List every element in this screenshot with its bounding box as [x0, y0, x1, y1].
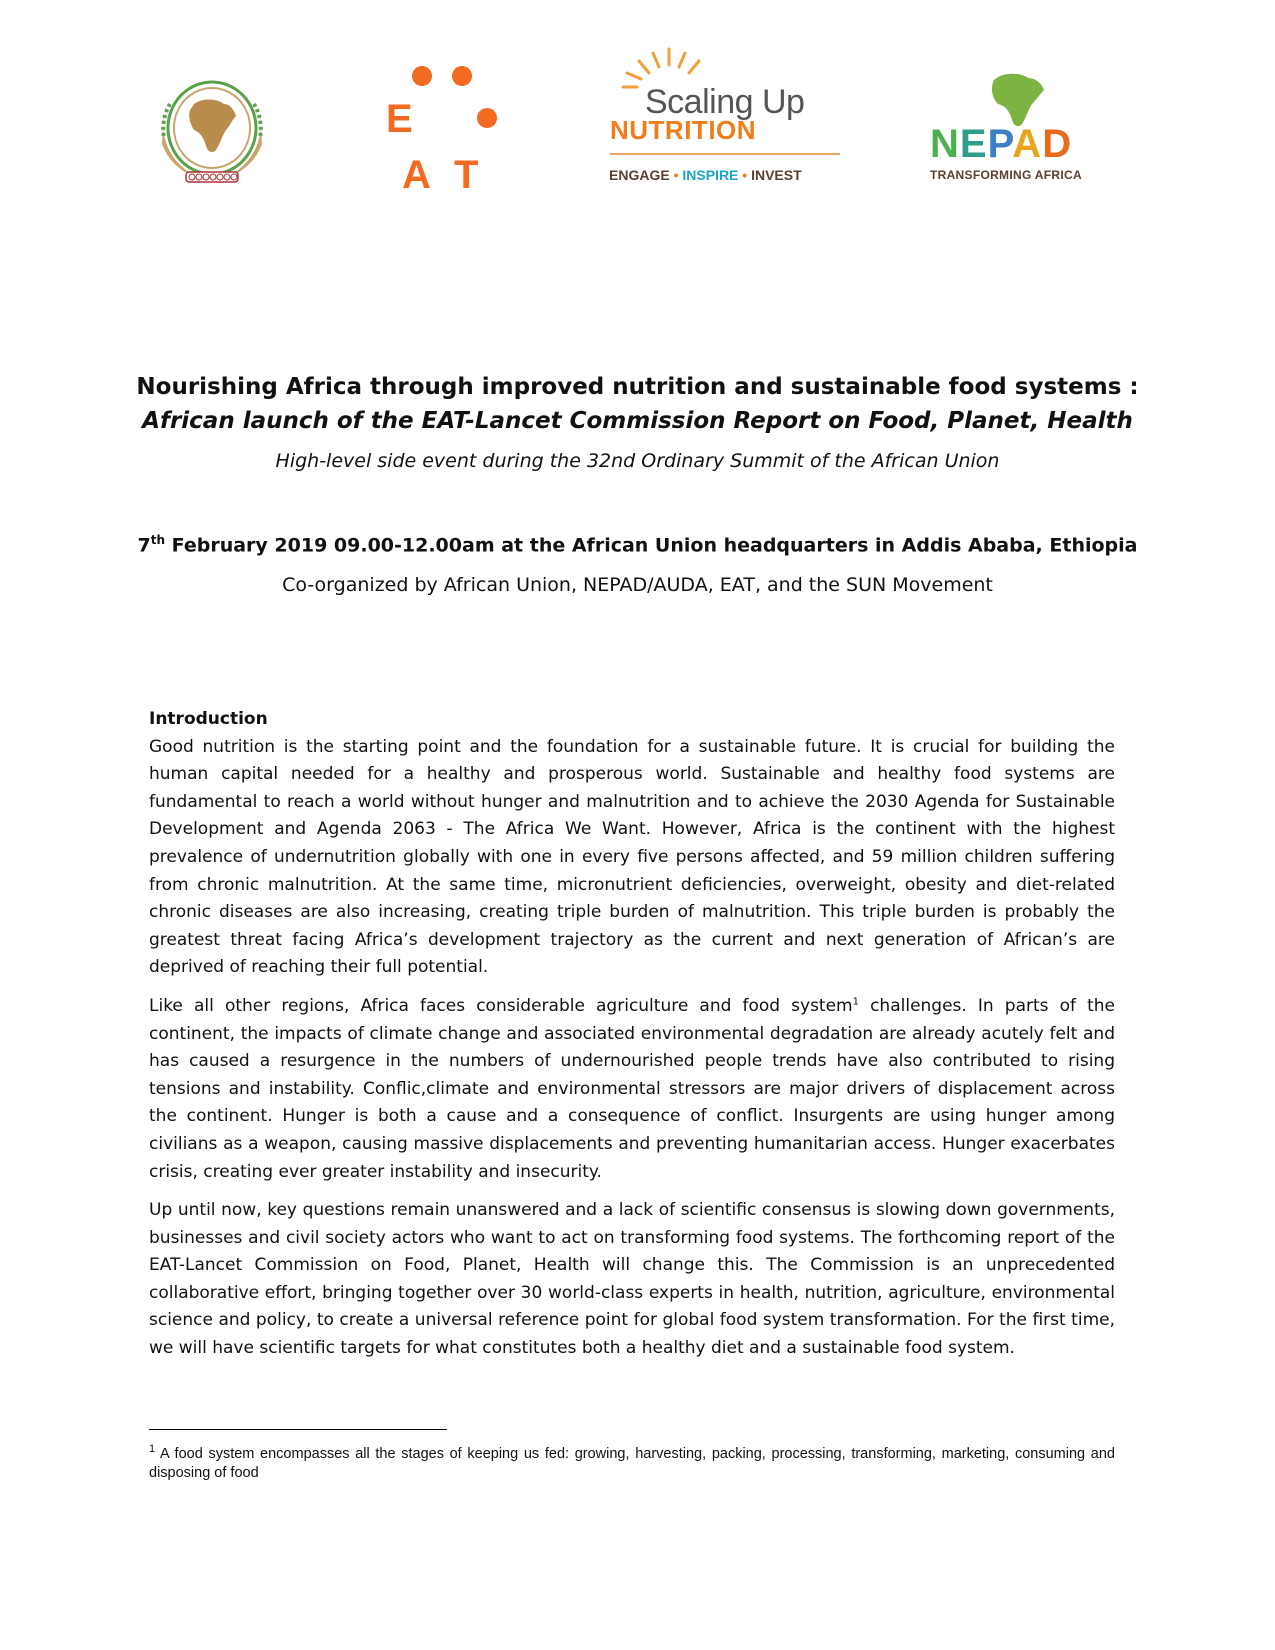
date-day: 7	[137, 534, 151, 557]
coorganizers-line: Co-organized by African Union, NEPAD/AUDA, EAT, and the SUN Movement	[282, 574, 993, 597]
paragraph-2-text: Like all other regions, Africa faces considerable agriculture and food system	[149, 995, 853, 1016]
nepad-wordmark	[930, 122, 1072, 167]
nepad-letter: D	[1042, 122, 1073, 166]
eat-logo	[386, 66, 512, 197]
nepad-letter: P	[987, 122, 1013, 166]
sun-scaling-up-text: Scaling Up	[645, 83, 805, 121]
paragraph-2-text: challenges. In parts of the continent, the impacts of climate change and associated environmental degradation are already acutely felt and has caused a resurgence in the numbers of undernourished people trends have also contributed to rising tensions and instability. Conflic,climate and environmental stressors are major drivers of displacement across the continent. Hunger is both a cause and a consequence of conflict. Insurgents are using hunger among civilians as a weapon, causing massive displacements and preventing humanitarian access. Hunger exacerbates crisis, creating ever greater instability and insecurity.	[149, 995, 1115, 1182]
african-union-emblem-icon	[150, 74, 274, 188]
paragraph-1: Good nutrition is the starting point and the foundation for a sustainable future. It is crucial for building the human capital needed for a healthy and prosperous world. Sustainable and healthy food systems are fundamental to reach a world without hunger and malnutrition and to achieve the 2030 Agenda for Sustainable Development and Agenda 2063 - The Africa We Want. However, Africa is the continent with the highest prevalence of undernutrition globally with one in every five persons affected, and 59 million children suffering from chronic malnutrition. At the same time, micronutrient deficiencies, overweight, obesity and diet-related chronic diseases are also increasing, creating triple burden of malnutrition. This triple burden is probably the greatest threat facing Africa’s development trajectory as the current and next generation of African’s are deprived of reaching their full potential.	[149, 736, 1115, 978]
sun-tag-separator: •	[742, 167, 748, 183]
footnote	[149, 1440, 1115, 1483]
sun-divider	[610, 153, 840, 155]
nepad-tagline: TRANSFORMING AFRICA	[930, 168, 1082, 182]
scaling-up-nutrition-logo	[605, 45, 845, 195]
date-ordinal: th	[150, 533, 166, 547]
svg-text:E: E	[386, 97, 413, 141]
eat-icon	[386, 66, 512, 197]
nepad-logo	[930, 70, 1110, 190]
section-heading: Introduction	[149, 709, 268, 729]
sun-tagline	[609, 167, 802, 183]
svg-text:T: T	[454, 153, 479, 197]
paragraph-3: Up until now, key questions remain unanswered and a lack of scientific consensus is slowing down governments, businesses and civil society actors who want to act on transforming food systems. The forthcoming report of the EAT-Lancet Commission on Food, Planet, Health will change this. The Commission is an unprecedented collaborative effort, bringing together over 30 world-class experts in health, nutrition, agriculture, environmental science and policy, to create a universal reference point for global food system transformation. For the first time, we will have scientific targets for what constitutes both a healthy diet and a sustainable food system.	[149, 1200, 1115, 1359]
event-date-line	[0, 526, 1275, 559]
date-details: February 2019 09.00-12.00am at the African Union headquarters in Addis Ababa, Ethiopia	[165, 534, 1138, 557]
document-body	[149, 706, 1115, 1374]
sun-tag-separator: •	[673, 167, 679, 183]
africa-map-icon	[980, 70, 1050, 130]
paragraph-2	[149, 993, 1115, 1186]
footnote-ref[interactable]: 1	[852, 996, 859, 1008]
sun-tag-inspire: INSPIRE	[682, 167, 739, 183]
page-subtitle: High-level side event during the 32nd Ordinary Summit of the African Union	[275, 450, 1000, 472]
nepad-letter: E	[959, 122, 988, 166]
footnote-marker: 1	[149, 1443, 156, 1455]
nepad-letter: N	[930, 122, 960, 166]
sun-tag-engage: ENGAGE	[609, 167, 670, 183]
nepad-letter: A	[1012, 122, 1043, 166]
logo-row	[0, 30, 1275, 200]
document-header	[0, 370, 1275, 599]
footnote-divider	[149, 1429, 447, 1430]
page-title: Nourishing Africa through improved nutrition and sustainable food systems :	[136, 374, 1139, 400]
svg-text:A: A	[402, 153, 431, 197]
african-union-logo	[150, 74, 274, 188]
sun-tag-invest: INVEST	[751, 167, 802, 183]
page-title-italic: African launch of the EAT-Lancet Commission Report on Food, Planet, Health	[142, 408, 1133, 434]
sun-nutrition-text: NUTRITION	[610, 115, 757, 145]
footnote-text: A food system encompasses all the stages of keeping us fed: growing, harvesting, packing, processing, transforming, marketing, consuming and disposing of food	[149, 1445, 1115, 1481]
